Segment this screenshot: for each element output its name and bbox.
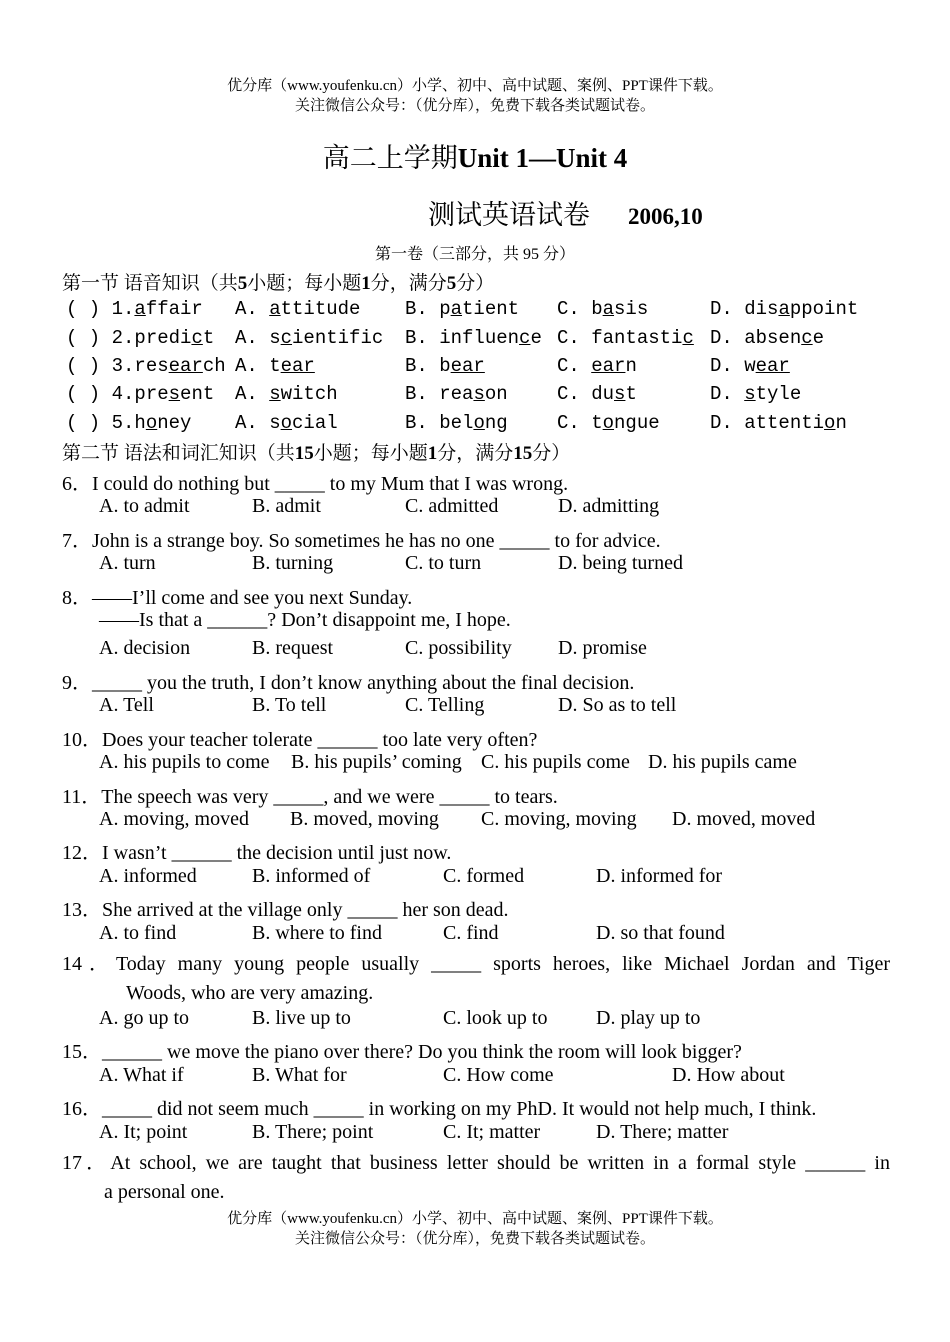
q15-option-b[interactable]: B. What for: [252, 1064, 347, 1086]
q8-option-d[interactable]: D. promise: [558, 637, 647, 659]
question-12: 12．I wasn’t ______ the decision until just now.: [62, 842, 452, 864]
phonetic-q4-option-d-text: D. style: [710, 383, 802, 405]
phonetic-q1-option-b-text: B. patient: [405, 298, 520, 320]
section-1-suffix: 分）: [456, 273, 495, 294]
phonetic-q2-option-c[interactable]: [557, 327, 694, 349]
q7-option-c[interactable]: C. to turn: [405, 552, 482, 574]
question-6: 6．I could do nothing but _____ to my Mum that I was wrong.: [62, 473, 569, 495]
question-17: [62, 1149, 890, 1206]
section-2-mid1: 小题；每小题: [313, 443, 428, 464]
q7-option-d[interactable]: D. being turned: [558, 552, 683, 574]
subtitle-year: 2006,10: [628, 204, 703, 229]
phonetic-q3-option-b-text: B. bear: [405, 355, 485, 377]
section-2-prefix: 第二节 语法和词汇知识（共: [62, 443, 295, 464]
q15-option-c[interactable]: C. How come: [443, 1064, 554, 1086]
subtitle-cn: 测试英语试卷: [428, 200, 590, 230]
phonetic-q2-option-c-text: C. fantastic: [557, 327, 694, 349]
phonetic-q1-option-d-text: D. disappoint: [710, 298, 859, 320]
q15-option-a[interactable]: A. What if: [99, 1064, 184, 1086]
title-en: Unit 1—Unit 4: [457, 143, 628, 173]
question-10: 10．Does your teacher tolerate ______ too late very often?: [62, 729, 538, 751]
phonetic-q4-option-c-text: C. dust: [557, 383, 637, 405]
footer-line-1: 优分库（www.youfenku.cn）小学、初中、高中试题、案例、PPT课件下载。: [227, 1211, 723, 1227]
phonetic-q3-option-c-text: C. earn: [557, 355, 637, 377]
phonetic-q1-word: affair: [134, 298, 203, 320]
phonetic-q4-option-d[interactable]: [710, 383, 801, 405]
q8-option-b[interactable]: B. request: [252, 637, 334, 659]
q8-option-a[interactable]: A. decision: [99, 637, 191, 659]
phonetic-q5-option-a-text: A. social: [235, 412, 338, 434]
q9-option-b[interactable]: B. To tell: [252, 694, 327, 716]
section-1-count: 5: [237, 273, 248, 294]
phonetic-q3-option-a-text: A. tear: [235, 355, 315, 377]
question-8-reply: ——Is that a ______? Don’t disappoint me, I hope.: [99, 609, 511, 631]
header-line-1: 优分库（www.youfenku.cn）小学、初中、高中试题、案例、PPT课件下载。: [227, 78, 723, 94]
q13-option-d[interactable]: D. so that found: [596, 922, 725, 944]
q16-option-a[interactable]: A. It; point: [99, 1121, 188, 1143]
phonetic-q3-option-a[interactable]: [235, 355, 315, 377]
phonetic-q1-option-d[interactable]: [710, 298, 858, 320]
phonetic-q5-word: honey: [134, 412, 192, 434]
section-2-mid2: 分，满分: [437, 443, 514, 464]
phonetic-q5-option-a[interactable]: [235, 412, 338, 434]
q7-option-b[interactable]: B. turning: [252, 552, 334, 574]
q11-option-a[interactable]: A. moving, moved: [99, 808, 249, 830]
section-1-prefix: 第一节 语音知识（共: [62, 273, 238, 294]
phonetic-q2-option-d-text: D. absence: [710, 327, 825, 349]
phonetic-q3-word: research: [134, 355, 226, 377]
phonetic-q2-option-b[interactable]: [405, 327, 542, 349]
phonetic-q3-option-d[interactable]: [710, 355, 790, 377]
q11-option-b[interactable]: B. moved, moving: [290, 808, 439, 830]
section-1-heading: [62, 268, 494, 295]
question-15: 15．______ we move the piano over there? Do you think the room will look bigger?: [62, 1041, 742, 1063]
q14-option-c[interactable]: C. look up to: [443, 1007, 548, 1029]
q9-option-a[interactable]: A. Tell: [99, 694, 154, 716]
phonetic-q1-option-a[interactable]: [235, 298, 360, 320]
q14-option-d[interactable]: D. play up to: [596, 1007, 701, 1029]
section-2-suffix: 分）: [532, 443, 571, 464]
phonetic-q5-option-b[interactable]: [405, 412, 508, 434]
phonetic-q4-option-c[interactable]: [557, 383, 637, 405]
q16-option-d[interactable]: D. There; matter: [596, 1121, 729, 1143]
volume-heading: 第一卷（三部分，共 95 分）: [374, 246, 575, 263]
phonetic-q4-option-b[interactable]: [405, 383, 508, 405]
header-line-2: 关注微信公众号：（优分库），免费下载各类试题试卷。: [294, 98, 655, 114]
q10-option-c[interactable]: C. his pupils come: [481, 751, 630, 773]
q14-option-a[interactable]: A. go up to: [99, 1007, 189, 1029]
phonetic-q1-option-c-text: C. basis: [557, 298, 649, 320]
page-title: [0, 136, 950, 175]
phonetic-q5-stem: ( ) 5.honey: [66, 412, 192, 434]
phonetic-q5-option-b-text: B. belong: [405, 412, 508, 434]
section-1-mid2: 分，满分: [370, 273, 447, 294]
question-11: 11．The speech was very _____, and we were _____ to tears.: [62, 786, 558, 808]
question-9: 9．_____ you the truth, I don’t know anything about the final decision.: [62, 672, 635, 694]
q13-option-c[interactable]: C. find: [443, 922, 499, 944]
q12-option-c[interactable]: C. formed: [443, 865, 525, 887]
section-2-points: 1: [427, 443, 438, 464]
phonetic-q2-stem: ( ) 2.predict: [66, 327, 215, 349]
question-14: [62, 950, 890, 1007]
phonetic-q3-option-d-text: D. wear: [710, 355, 790, 377]
q12-option-b[interactable]: B. informed of: [252, 865, 371, 887]
question-7: 7．John is a strange boy. So sometimes he has no one _____ to for advice.: [62, 530, 661, 552]
q6-option-b[interactable]: B. admit: [252, 495, 321, 517]
q16-option-c[interactable]: C. It; matter: [443, 1121, 541, 1143]
question-17-line-1: 17．At school, we are taught that business letter should be written in a formal style ______ in: [62, 1152, 890, 1174]
phonetic-q3-option-c[interactable]: [557, 355, 637, 377]
q6-option-d[interactable]: D. admitting: [558, 495, 660, 517]
q12-option-d[interactable]: D. informed for: [596, 865, 723, 887]
question-8: 8．——I’ll come and see you next Sunday.: [62, 587, 413, 609]
phonetic-q4-word: present: [134, 383, 215, 405]
question-17-line-2: a personal one.: [104, 1180, 225, 1203]
question-14-line-1: 14．Today many young people usually _____ sports heroes, like Michael Jordan and Tiger: [62, 953, 890, 975]
question-14-line-2: Woods, who are very amazing.: [126, 981, 374, 1004]
phonetic-q4-option-b-text: B. reason: [405, 383, 508, 405]
question-13: 13．She arrived at the village only _____ her son dead.: [62, 899, 509, 921]
section-2-heading: [62, 438, 570, 465]
phonetic-q2-option-b-text: B. influence: [405, 327, 542, 349]
q10-option-a[interactable]: A. his pupils to come: [99, 751, 270, 773]
phonetic-q2-word: predict: [134, 327, 215, 349]
phonetic-q1-stem: ( ) 1.affair: [66, 298, 203, 320]
q13-option-a[interactable]: A. to find: [99, 922, 177, 944]
section-2-total: 15: [513, 443, 533, 464]
phonetic-q1-option-b[interactable]: [405, 298, 519, 320]
q11-option-d[interactable]: D. moved, moved: [672, 808, 816, 830]
phonetic-q1-option-a-text: A. attitude: [235, 298, 361, 320]
q9-option-d[interactable]: D. So as to tell: [558, 694, 677, 716]
footer-line-2: 关注微信公众号：（优分库），免费下载各类试题试卷。: [294, 1231, 655, 1247]
q9-option-c[interactable]: C. Telling: [405, 694, 485, 716]
q6-option-c[interactable]: C. admitted: [405, 495, 499, 517]
title-cn: 高二上学期: [322, 143, 458, 173]
phonetic-q4-option-a-text: A. switch: [235, 383, 338, 405]
phonetic-q5-option-d-text: D. attention: [710, 412, 847, 434]
q16-option-b[interactable]: B. There; point: [252, 1121, 374, 1143]
phonetic-q2-option-d[interactable]: [710, 327, 824, 349]
section-2-count: 15: [294, 443, 314, 464]
page-subtitle: [428, 193, 703, 232]
phonetic-q2-option-a-text: A. scientific: [235, 327, 384, 349]
phonetic-q1-option-c[interactable]: [557, 298, 648, 320]
q13-option-b[interactable]: B. where to find: [252, 922, 382, 944]
phonetic-q5-option-c-text: C. tongue: [557, 412, 660, 434]
section-1-mid1: 小题；每小题: [247, 273, 362, 294]
q10-option-b[interactable]: B. his pupils’ coming: [291, 751, 462, 773]
section-1-total: 5: [446, 273, 457, 294]
phonetic-q3-option-b[interactable]: [405, 355, 485, 377]
phonetic-q3-stem: ( ) 3.research: [66, 355, 226, 377]
phonetic-q5-option-c[interactable]: [557, 412, 660, 434]
q12-option-a[interactable]: A. informed: [99, 865, 197, 887]
q14-option-b[interactable]: B. live up to: [252, 1007, 351, 1029]
q8-option-c[interactable]: C. possibility: [405, 637, 512, 659]
question-16: 16．_____ did not seem much _____ in working on my PhD. It would not help much, I think.: [62, 1098, 817, 1120]
q11-option-c[interactable]: C. moving, moving: [481, 808, 637, 830]
q15-option-d[interactable]: D. How about: [672, 1064, 785, 1086]
q10-option-d[interactable]: D. his pupils came: [648, 751, 797, 773]
phonetic-q4-stem: ( ) 4.present: [66, 383, 215, 405]
phonetic-q2-option-a[interactable]: [235, 327, 383, 349]
q6-option-a[interactable]: A. to admit: [99, 495, 190, 517]
section-1-points: 1: [361, 273, 371, 294]
phonetic-q4-option-a[interactable]: [235, 383, 338, 405]
phonetic-q5-option-d[interactable]: [710, 412, 847, 434]
q7-option-a[interactable]: A. turn: [99, 552, 156, 574]
